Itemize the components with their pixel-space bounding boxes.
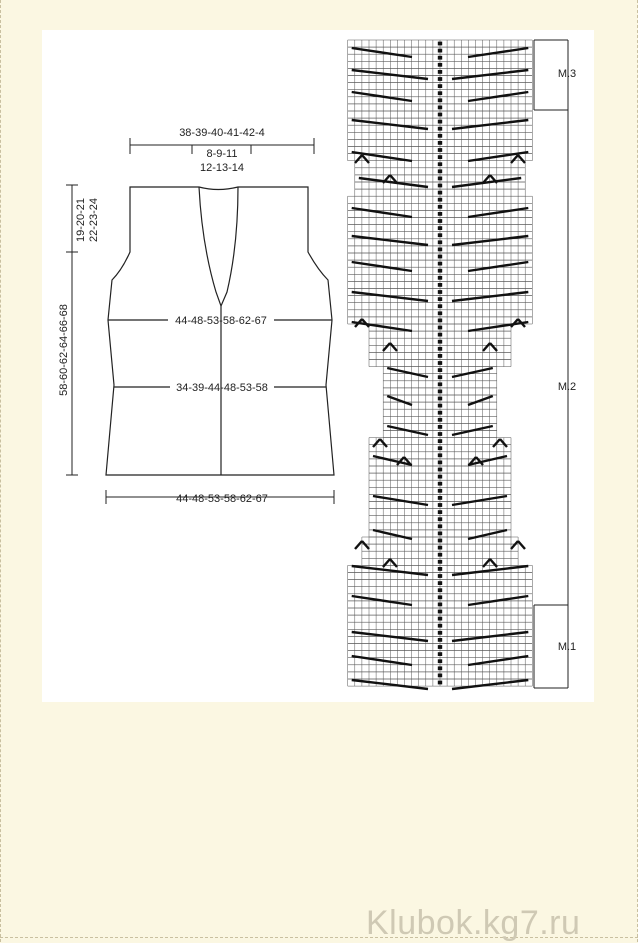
- decrease-line-right: [468, 396, 493, 405]
- pattern-drawing: [42, 30, 594, 702]
- center-stitch-symbol: [438, 681, 442, 685]
- center-stitch-symbol: [438, 404, 442, 408]
- center-stitch-symbol: [438, 283, 442, 287]
- center-stitch-symbol: [438, 574, 442, 578]
- decrease-line-right: [452, 680, 528, 689]
- center-stitch-symbol: [438, 98, 442, 102]
- label-m2: M.2: [557, 381, 577, 393]
- v-neck-line: [199, 187, 238, 306]
- center-stitch-symbol: [438, 666, 442, 670]
- chevron-mark: [490, 559, 497, 567]
- center-stitch-symbol: [438, 588, 442, 592]
- center-stitch-symbol: [438, 645, 442, 649]
- center-stitch-symbol: [438, 397, 442, 401]
- decrease-line-right: [452, 566, 528, 575]
- center-stitch-symbol: [438, 120, 442, 124]
- chevron-mark: [511, 541, 518, 549]
- center-stitch-symbol: [438, 84, 442, 88]
- center-stitch-symbol: [438, 340, 442, 344]
- center-stitch-symbol: [438, 567, 442, 571]
- decrease-line-right: [468, 596, 528, 605]
- decrease-line-right: [452, 120, 528, 129]
- chevron-mark: [383, 343, 390, 351]
- center-stitch-symbol: [438, 113, 442, 117]
- decrease-line-right: [452, 368, 493, 377]
- chevron-mark: [362, 155, 369, 163]
- center-stitch-symbol: [438, 177, 442, 181]
- waist-width-label: 34-39-44-48-53-58: [176, 382, 268, 394]
- decrease-line-right: [452, 292, 528, 301]
- center-stitch-symbol: [438, 368, 442, 372]
- center-stitch-symbol: [438, 539, 442, 543]
- center-stitch-symbol: [438, 631, 442, 635]
- center-stitch-symbol: [438, 248, 442, 252]
- decrease-line-left: [352, 322, 412, 331]
- watermark-text: Klubok.kg7.ru: [366, 904, 581, 942]
- armhole-height-label: 19-20-21: [75, 197, 87, 243]
- decrease-line-left: [387, 396, 412, 405]
- section-bracket: [534, 40, 568, 688]
- garment-schematic: [106, 187, 334, 475]
- center-stitch-symbol: [438, 532, 442, 536]
- center-stitch-symbol: [438, 184, 442, 188]
- center-stitch-symbol: [438, 49, 442, 53]
- center-stitch-symbol: [438, 439, 442, 443]
- chest-width-label: 44-48-53-58-62-67: [175, 315, 267, 327]
- page-border-left: [0, 0, 3, 942]
- decrease-line-right: [452, 236, 528, 245]
- center-stitch-symbol: [438, 496, 442, 500]
- center-stitch-symbol: [438, 42, 442, 46]
- center-stitch-symbol: [438, 269, 442, 273]
- center-stitch-symbol: [438, 453, 442, 457]
- decrease-line-right: [468, 208, 528, 217]
- center-stitch-symbol: [438, 354, 442, 358]
- decrease-line-left: [352, 656, 412, 665]
- center-stitch-symbol: [438, 304, 442, 308]
- center-stitch-symbol: [438, 418, 442, 422]
- center-stitch-symbol: [438, 595, 442, 599]
- armhole-height-label-2: 22-23-24: [88, 197, 100, 243]
- decrease-line-left: [352, 208, 412, 217]
- center-stitch-symbol: [438, 468, 442, 472]
- decrease-line-left: [373, 496, 428, 505]
- center-stitch-symbol: [438, 155, 442, 159]
- center-stitch-symbol: [438, 56, 442, 60]
- center-stitch-symbol: [438, 347, 442, 351]
- chevron-mark: [380, 439, 387, 447]
- decrease-line-right: [468, 262, 528, 271]
- center-stitch-symbol: [438, 134, 442, 138]
- center-stitch-symbol: [438, 91, 442, 95]
- chevron-mark: [483, 559, 490, 567]
- center-stitch-symbol: [438, 503, 442, 507]
- decrease-line-left: [352, 292, 428, 301]
- center-stitch-symbol: [438, 482, 442, 486]
- center-stitch-symbol: [438, 674, 442, 678]
- chevron-mark: [500, 439, 507, 447]
- chevron-mark: [390, 559, 397, 567]
- center-stitch-symbol: [438, 240, 442, 244]
- decrease-line-left: [352, 236, 428, 245]
- center-stitch-symbol: [438, 461, 442, 465]
- total-height-label: 58-60-62-64-66-68: [58, 304, 70, 396]
- pattern-sheet: [42, 30, 594, 702]
- center-stitch-symbol: [438, 603, 442, 607]
- chevron-mark: [355, 155, 362, 163]
- center-stitch-symbol: [438, 638, 442, 642]
- center-stitch-symbol: [438, 581, 442, 585]
- decrease-line-right: [468, 48, 528, 57]
- center-stitch-symbol: [438, 475, 442, 479]
- chevron-mark: [518, 155, 525, 163]
- decrease-line-right: [452, 70, 528, 79]
- center-stitch-symbol: [438, 659, 442, 663]
- chevron-mark: [490, 343, 497, 351]
- chevron-mark: [362, 541, 369, 549]
- center-stitch-symbol: [438, 290, 442, 294]
- decrease-line-left: [352, 262, 412, 271]
- label-m3: M.3: [557, 68, 577, 80]
- center-stitch-symbol: [438, 198, 442, 202]
- center-stitch-symbol: [438, 169, 442, 173]
- center-stitch-symbol: [438, 77, 442, 81]
- decrease-line-right: [452, 496, 507, 505]
- center-stitch-symbol: [438, 319, 442, 323]
- center-stitch-symbol: [438, 148, 442, 152]
- center-stitch-symbol: [438, 297, 442, 301]
- center-stitch-symbol: [438, 553, 442, 557]
- center-stitch-symbol: [438, 446, 442, 450]
- center-stitch-symbol: [438, 546, 442, 550]
- center-stitch-symbol: [438, 375, 442, 379]
- center-stitch-symbol: [438, 489, 442, 493]
- decrease-line-left: [352, 566, 428, 575]
- center-stitch-symbol: [438, 425, 442, 429]
- chevron-mark: [373, 439, 380, 447]
- center-stitch-symbol: [438, 70, 442, 74]
- center-stitch-symbol: [438, 610, 442, 614]
- center-stitch-symbol: [438, 524, 442, 528]
- center-stitch-symbol: [438, 411, 442, 415]
- bottom-width-label: 44-48-53-58-62-67: [176, 493, 268, 505]
- center-stitch-symbol: [438, 617, 442, 621]
- center-stitch-symbol: [438, 517, 442, 521]
- chevron-mark: [355, 541, 362, 549]
- center-stitch-symbol: [438, 652, 442, 656]
- top-width-label: 38-39-40-41-42-4: [179, 127, 265, 139]
- center-stitch-symbol: [438, 361, 442, 365]
- decrease-line-left: [352, 70, 428, 79]
- center-stitch-symbol: [438, 106, 442, 110]
- center-stitch-symbol: [438, 162, 442, 166]
- decrease-line-left: [352, 120, 428, 129]
- center-stitch-symbol: [438, 510, 442, 514]
- center-stitch-symbol: [438, 560, 442, 564]
- chevron-mark: [390, 343, 397, 351]
- center-stitch-symbol: [438, 205, 442, 209]
- chevron-mark: [511, 155, 518, 163]
- center-stitch-symbol: [438, 127, 442, 131]
- chevron-mark: [383, 559, 390, 567]
- center-stitch-symbol: [438, 219, 442, 223]
- decrease-line-left: [352, 48, 412, 57]
- decrease-line-left: [352, 680, 428, 689]
- neck-width-label-2: 12-13-14: [199, 162, 245, 174]
- center-stitch-symbol: [438, 276, 442, 280]
- decrease-line-right: [468, 322, 528, 331]
- center-stitch-symbol: [438, 191, 442, 195]
- decrease-line-left: [352, 92, 412, 101]
- center-stitch-symbol: [438, 432, 442, 436]
- decrease-line-right: [468, 92, 528, 101]
- center-stitch-symbol: [438, 255, 442, 259]
- center-stitch-symbol: [438, 226, 442, 230]
- chevron-mark: [493, 439, 500, 447]
- center-stitch-symbol: [438, 63, 442, 67]
- chevron-mark: [518, 541, 525, 549]
- label-m1: M.1: [557, 641, 577, 653]
- center-stitch-symbol: [438, 390, 442, 394]
- center-stitch-symbol: [438, 333, 442, 337]
- decrease-line-left: [373, 530, 412, 539]
- center-stitch-symbol: [438, 212, 442, 216]
- center-stitch-symbol: [438, 382, 442, 386]
- decrease-line-left: [387, 368, 428, 377]
- chevron-mark: [483, 343, 490, 351]
- center-stitch-symbol: [438, 326, 442, 330]
- center-stitch-symbol: [438, 624, 442, 628]
- decrease-line-right: [468, 656, 528, 665]
- decrease-line-left: [352, 596, 412, 605]
- center-stitch-symbol: [438, 262, 442, 266]
- neck-width-label: 8-9-11: [206, 148, 238, 160]
- decrease-line-right: [468, 530, 507, 539]
- center-stitch-symbol: [438, 141, 442, 145]
- center-stitch-symbol: [438, 311, 442, 315]
- center-stitch-symbol: [438, 233, 442, 237]
- garment-outline: [106, 187, 334, 475]
